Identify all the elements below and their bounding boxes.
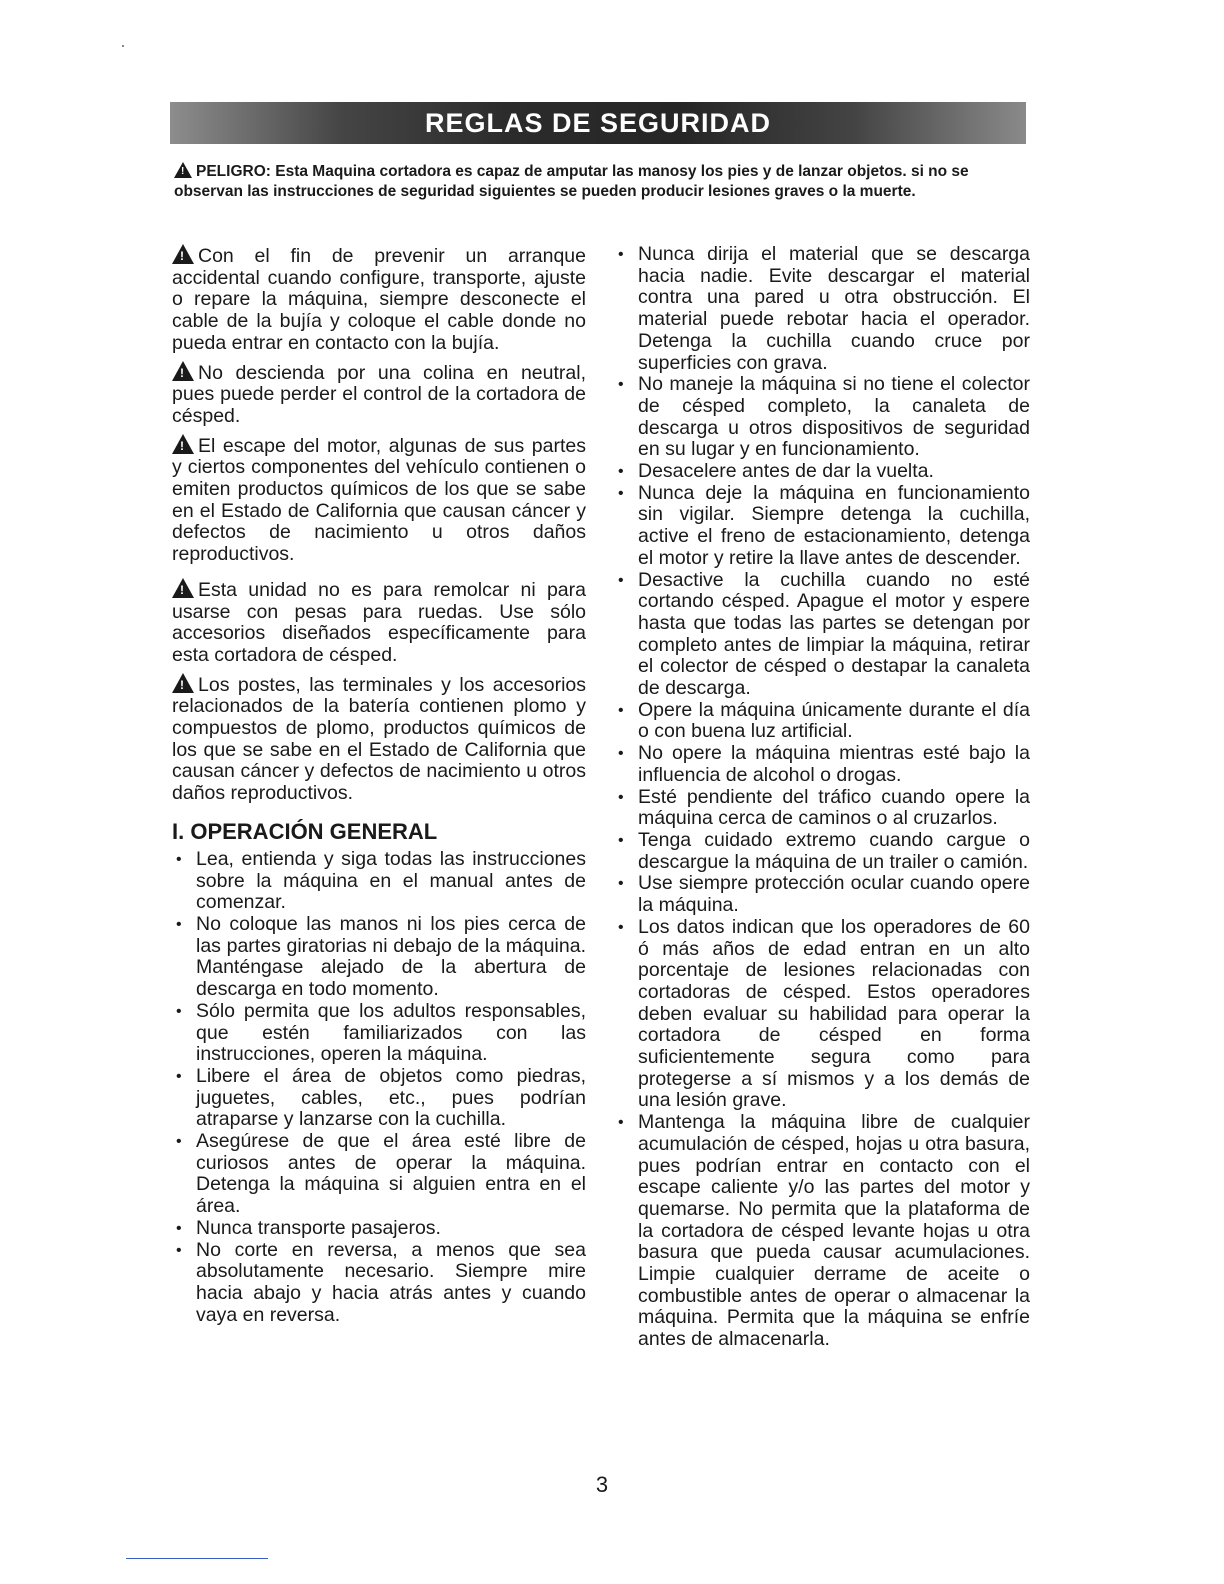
warning-paragraph bbox=[172, 361, 586, 428]
section-banner bbox=[170, 102, 1026, 144]
list-item: • Nunca dirija el material que se descarga hacia nadie. Evite descargar el material contra una pared u otra obstrucción. El material puede rebotar hacia el operador. Detenga la cuchilla cuando cruce por superficies con grava. bbox=[614, 244, 1030, 374]
list-item: • No corte en reversa, a menos que sea absolutamente necesario. Siempre mire hacia abajo y hacia atrás antes y cuando vaya en reversa. bbox=[172, 1240, 586, 1327]
section-heading: I. OPERACIÓN GENERAL bbox=[172, 818, 438, 844]
list-item: • No coloque las manos ni los pies cerca de las partes giratorias ni debajo de la máquina. Manténgase alejado de la abertura de descarga en todo momento. bbox=[172, 914, 586, 1001]
bullet-list bbox=[614, 244, 1030, 1351]
list-item: • Opere la máquina únicamente durante el día o con buena luz artificial. bbox=[614, 700, 1030, 743]
list-item: • Mantenga la máquina libre de cualquier acumulación de césped, hojas u otra basura, pues podrían entrar en contacto con el escape caliente y/o las partes del motor y quemarse. No permita que la plataforma de la cortadora de césped levante hojas u otra basura que pueda causar acumulaciones. Limpie cualquier derrame de aceite o combustible antes de operar o almacenar la máquina. Permita que la máquina se enfríe antes de almacenarla. bbox=[614, 1112, 1030, 1351]
left-column bbox=[172, 244, 586, 1326]
warning-paragraph bbox=[172, 244, 586, 355]
list-item: • Desactive la cuchilla cuando no esté cortando césped. Apague el motor y espere hasta que todas las partes se detengan por completo antes de limpiar la máquina, retirar el colector de césped o destapar la canaleta de descarga. bbox=[614, 570, 1030, 700]
warning-triangle-icon bbox=[172, 578, 194, 598]
list-item: • Los datos indican que los operadores de 60 ó más años de edad entran en un alto porcentaje de lesiones relacionadas con cortadoras de césped. Estos operadores deben evaluar su habilidad para operar la cortadora de césped en forma suficientemente segura como para protegerse a sí mismos y a los demás de una lesión grave. bbox=[614, 917, 1030, 1112]
list-item: • Use siempre protección ocular cuando opere la máquina. bbox=[614, 873, 1030, 916]
list-item: • No maneje la máquina si no tiene el colector de césped completo, la canaleta de descarga u otros dispositivos de seguridad en su lugar y en funcionamiento. bbox=[614, 374, 1030, 461]
warning-text: Los postes, las terminales y los accesorios relacionados de la batería contienen plomo y compuestos de plomo, productos químicos de los que se sabe en el Estado de California que causan cáncer y defectos de nacimiento u otros daños reproductivos. bbox=[172, 673, 586, 805]
list-item: • Tenga cuidado extremo cuando cargue o descargue la máquina de un trailer o camión. bbox=[614, 830, 1030, 873]
warning-paragraph bbox=[172, 578, 586, 667]
list-item: • Asegúrese de que el área esté libre de curiosos antes de operar la máquina. Detenga la máquina si alguien entra en el área. bbox=[172, 1131, 586, 1218]
list-item: • Nunca transporte pasajeros. bbox=[172, 1218, 586, 1240]
warning-triangle-icon bbox=[172, 434, 194, 454]
danger-label: PELIGRO: bbox=[196, 163, 271, 180]
scan-speck bbox=[122, 45, 124, 47]
warning-text: Esta unidad no es para remolcar ni para usarse con pesas para ruedas. Use sólo accesorios diseñados específicamente para esta cortadora de césped. bbox=[172, 578, 586, 666]
warning-triangle-icon bbox=[172, 673, 194, 693]
list-item: • Lea, entienda y siga todas las instrucciones sobre la máquina en el manual antes de comenzar. bbox=[172, 849, 586, 914]
bottom-rule bbox=[126, 1558, 268, 1559]
danger-notice bbox=[174, 162, 1014, 202]
list-item: • Sólo permita que los adultos responsables, que estén familiarizados con las instrucciones, operen la máquina. bbox=[172, 1001, 586, 1066]
warning-text: Con el fin de prevenir un arranque accidental cuando configure, transporte, ajuste o repare la máquina, siempre desconecte el cable de la bujía y coloque el cable donde no pueda entrar en contacto con la bujía. bbox=[172, 245, 586, 354]
list-item: • No opere la máquina mientras esté bajo la influencia de alcohol o drogas. bbox=[614, 743, 1030, 786]
danger-text: Esta Maquina cortadora es capaz de amputar las manosy los pies y de lanzar objetos. si no se observan las instrucciones de seguridad siguientes se pueden producir lesiones graves o la muerte. bbox=[174, 163, 969, 200]
warning-text: No descienda por una colina en neutral, pues puede perder el control de la cortadora de césped. bbox=[172, 361, 586, 427]
list-item: • Desacelere antes de dar la vuelta. bbox=[614, 461, 1030, 483]
warning-paragraph bbox=[172, 673, 586, 805]
page-number: 3 bbox=[595, 1472, 609, 1497]
warning-triangle-icon bbox=[172, 244, 194, 264]
right-column bbox=[614, 244, 1030, 1351]
warning-triangle-icon bbox=[172, 361, 194, 381]
warning-text: El escape del motor, algunas de sus partes y ciertos componentes del vehículo contienen o emiten productos químicos de los que se sabe en el Estado de California que causan cáncer y defectos de nacimiento u otros daños reproductivos. bbox=[172, 434, 586, 566]
warning-paragraph bbox=[172, 434, 586, 566]
warning-triangle-icon bbox=[174, 162, 192, 178]
bullet-list bbox=[172, 849, 586, 1326]
list-item: • Libere el área de objetos como piedras, juguetes, cables, etc., pues podrían atraparse y lanzarse con la cuchilla. bbox=[172, 1066, 586, 1131]
list-item: • Esté pendiente del tráfico cuando opere la máquina cerca de caminos o al cruzarlos. bbox=[614, 787, 1030, 830]
page-title: REGLAS DE SEGURIDAD bbox=[424, 107, 772, 138]
list-item: • Nunca deje la máquina en funcionamiento sin vigilar. Siempre detenga la cuchilla, active el freno de estacionamiento, detenga el motor y retire la llave antes de descender. bbox=[614, 483, 1030, 570]
